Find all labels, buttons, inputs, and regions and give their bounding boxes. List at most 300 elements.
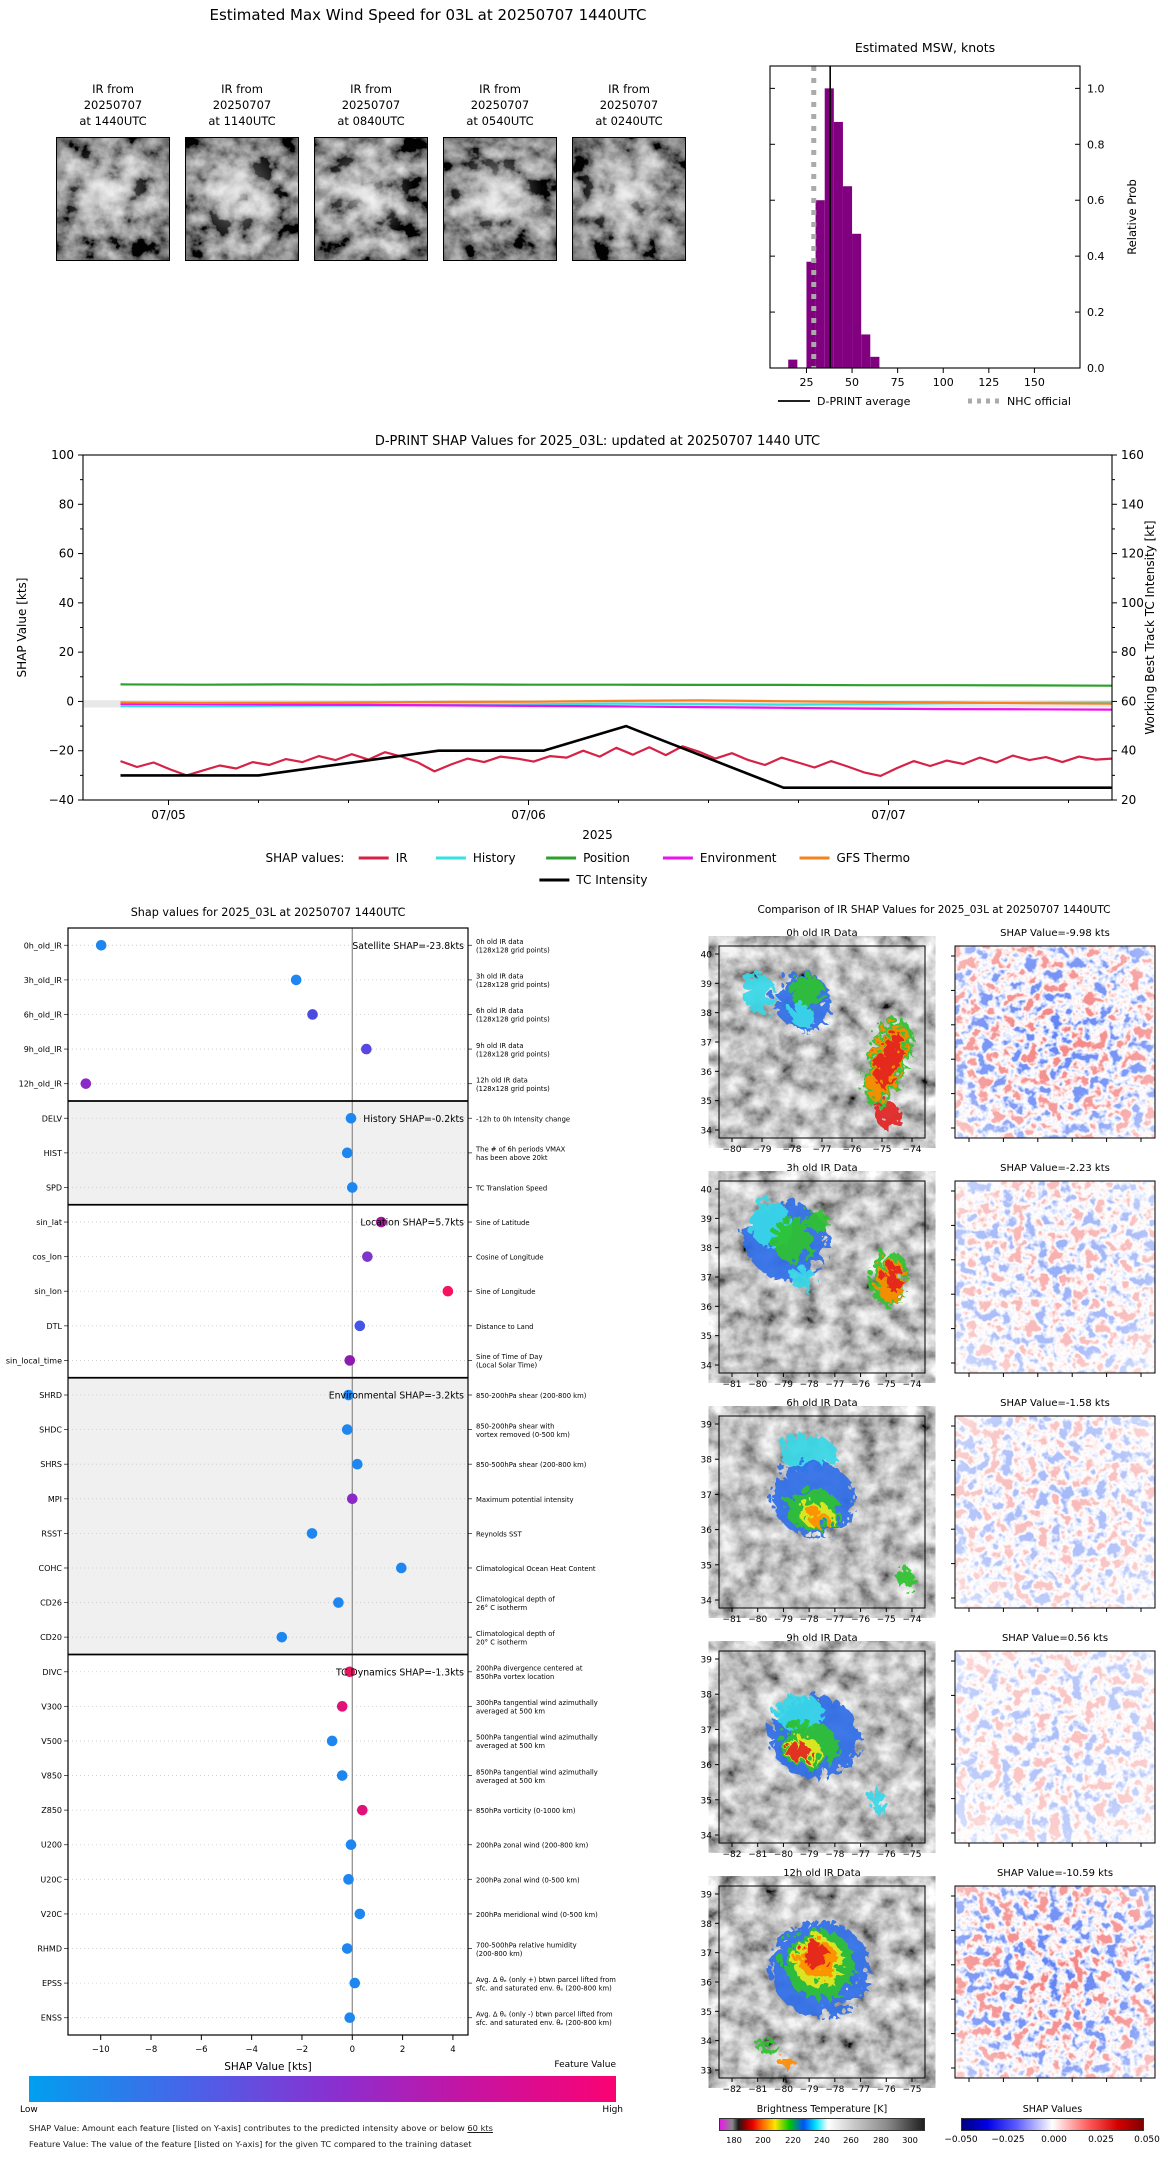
x-tick-label: 2 (399, 2045, 406, 2055)
ir-comparison-title: Comparison of IR SHAP Values for 2025_03L at 20250707 1440UTC (757, 904, 1111, 916)
ir-x-tick-label: −76 (876, 1850, 896, 1860)
x-tick-label: −8 (144, 2045, 158, 2055)
feature-desc-line: Sine of Latitude (476, 1219, 530, 1228)
shap-dot-V300 (337, 1701, 348, 1712)
shap-dot-V20C (355, 1909, 366, 1920)
msw-histogram-chart (718, 28, 1168, 428)
ir-comparison-panel (700, 898, 1168, 2158)
ir-y-tick-label: 33 (700, 2066, 712, 2077)
ir-x-tick-label: −74 (902, 1145, 922, 1155)
shap-dot-CD20 (277, 1632, 288, 1643)
feature-desc-line: averaged at 500 km (476, 1742, 545, 1751)
y-tick-label: 0.4 (1087, 250, 1105, 264)
x-tick-label: −6 (195, 2045, 208, 2055)
ir-x-tick-label: −77 (812, 1145, 832, 1155)
feature-desc-line: (Local Solar Time) (476, 1361, 538, 1370)
feature-desc-line: has been above 20kt (476, 1154, 548, 1163)
x-tick-label: 150 (1023, 376, 1045, 389)
feature-name-3h_old_IR: 3h_old_IR (23, 975, 62, 985)
x-tick-label: −2 (295, 2045, 309, 2055)
ir-x-tick-label: −80 (748, 1380, 768, 1390)
x-tick-label: 50 (845, 376, 860, 389)
x-tick-label: 07/05 (151, 808, 186, 822)
ir-y-tick-label: 36 (700, 1978, 712, 1989)
ir-y-tick-label: 37 (700, 1949, 712, 1960)
shap-dot-DTL (355, 1321, 366, 1332)
caption-line: at 0840UTC (337, 113, 405, 128)
ir-x-tick-label: −79 (773, 1380, 793, 1390)
dprint-average-legend-label: D-PRINT average (817, 395, 911, 408)
feature-desc-line: 850-200hPa shear with (476, 1422, 555, 1431)
caption-line: at 1140UTC (208, 113, 276, 128)
feature-desc-line: Avg. Δ θₑ (only +) btwn parcel lifted from (476, 1975, 616, 1984)
vignette (314, 137, 428, 261)
feature-desc-line: sfc. and saturated env. θₑ (200-800 km) (476, 2018, 612, 2027)
brightness-temp-colorbar (719, 2118, 925, 2131)
left-tick-label: 40 (58, 595, 74, 610)
right-tick-label: 160 (1121, 448, 1144, 462)
ir-x-tick-label: −76 (842, 1145, 862, 1155)
feature-name-EPSS: EPSS (41, 1979, 62, 1989)
shap-dot-COHC (396, 1563, 407, 1574)
ir-x-tick-label: −80 (773, 2085, 793, 2095)
brightness-temp-colorbar-label: Brightness Temperature [K] (756, 2104, 888, 2115)
x-tick-label: 100 (932, 376, 954, 389)
storm-blob (892, 1562, 908, 1585)
shap-dot-sin_lon (443, 1286, 454, 1297)
storm-blob (865, 1785, 881, 1808)
histogram-bar (852, 234, 861, 368)
shap-dot-sin_local_time (344, 1355, 355, 1366)
left-tick-label: 0 (66, 694, 74, 709)
ir-y-tick-label: 36 (700, 1526, 712, 1537)
footnote-text: SHAP Value: Amount each feature [listed on Y-axis] contributes to the predicted intensity above or below (29, 2123, 468, 2133)
ir-x-tick-label: −77 (825, 1615, 845, 1625)
feature-value-colorbar (29, 2076, 616, 2102)
group-shap-label: Environmental SHAP=-3.2kts (328, 1390, 464, 1402)
ir-satellite-image (56, 137, 170, 261)
storm-blob (773, 2051, 789, 2063)
ir-data-title: 9h old IR Data (786, 1633, 858, 1644)
ir-x-tick-label: −77 (851, 2085, 871, 2095)
plot-frame (83, 455, 1112, 800)
right-tick-label: 60 (1121, 694, 1137, 709)
group-shap-label: Satellite SHAP=-23.8kts (352, 940, 464, 952)
feature-desc-line: Climatological depth of (476, 1595, 555, 1604)
y-tick-label: 0.8 (1087, 138, 1105, 152)
y-tick-label: 0.0 (1087, 362, 1105, 375)
histogram-bar (843, 186, 852, 368)
ir-satellite-image (185, 137, 299, 261)
shap-value-title: SHAP Value=-10.59 kts (996, 1868, 1114, 1879)
comparison-row-4 (700, 1860, 1168, 2095)
ir-thumbnail-caption (185, 82, 299, 130)
ir-y-tick-label: 34 (700, 1596, 712, 1607)
shap-value-title: SHAP Value=0.56 kts (1001, 1633, 1109, 1644)
bt-colorbar-tick: 220 (785, 2135, 801, 2145)
vignette (443, 137, 557, 261)
vignette (56, 137, 170, 261)
shap-dot-MPI (347, 1493, 358, 1504)
histogram-bar (806, 262, 815, 368)
ir-thumbnail-1 (185, 82, 299, 265)
feature-value-low-label: Low (20, 2105, 38, 2115)
right-tick-label: 100 (1121, 595, 1144, 610)
timeseries-title: D-PRINT SHAP Values for 2025_03L: updated at 20250707 1440 UTC (374, 434, 821, 449)
x-tick-label: 07/06 (511, 808, 546, 822)
shap-dot-12h_old_IR (81, 1078, 92, 1089)
comparison-row-0 (700, 920, 1168, 1155)
feature-desc-line: (200-800 km) (476, 1949, 523, 1958)
feature-desc-line: Sine of Longitude (476, 1288, 536, 1297)
shap-edge-fade (955, 1651, 1155, 1843)
feature-name-ENSS: ENSS (40, 2013, 62, 2023)
shap-values-colorbar-ticks (944, 2135, 1160, 2147)
y-tick-label: 0.2 (1087, 306, 1105, 320)
feature-desc-line: 850hPa vortex location (476, 1673, 555, 1682)
ir-x-tick-label: −76 (876, 2085, 896, 2095)
dotplot-title: Shap values for 2025_03L at 20250707 1440UTC (130, 906, 406, 919)
ir-y-tick-label: 34 (700, 1831, 712, 1842)
group-shap-label: Location SHAP=5.7kts (360, 1217, 464, 1229)
ir-y-tick-label: 39 (700, 1214, 712, 1225)
ir-map (719, 1181, 925, 1373)
histogram-bar (834, 122, 843, 368)
ir-thumbnail-4 (572, 82, 686, 265)
ir-satellite-image (572, 137, 686, 261)
histogram-bar (816, 200, 825, 368)
bt-colorbar-tick: 300 (902, 2135, 918, 2145)
x-axis-label: 2025 (582, 828, 613, 842)
legend-label-environment: Environment (699, 851, 777, 865)
x-tick-label: 25 (799, 376, 814, 389)
feature-desc-line: 26° C isotherm (476, 1603, 528, 1612)
shap-dot-U20C (343, 1874, 354, 1885)
ir-thumbnail-2 (314, 82, 428, 265)
caption-line: 20250707 (212, 97, 272, 112)
footnote-60kts-link: 60 kts (467, 2123, 493, 2133)
vignette (185, 137, 299, 261)
ir-satellite-image (314, 137, 428, 261)
comparison-row-3 (700, 1625, 1168, 1860)
shap-map (955, 1416, 1155, 1608)
legend-label-ir: IR (395, 851, 408, 865)
ir-x-tick-label: −75 (902, 1850, 922, 1860)
shap-value-footnote (29, 2123, 493, 2133)
feature-name-V850: V850 (41, 1771, 62, 1781)
feature-name-V300: V300 (41, 1702, 62, 1712)
legend-title: SHAP values: (265, 851, 345, 865)
x-axis-label: SHAP Value [kts] (224, 2061, 312, 2073)
ir-thumbnail-caption (314, 82, 428, 130)
group-background (68, 1378, 468, 1655)
shap-edge-fade (955, 946, 1155, 1138)
ir-x-tick-label: −78 (782, 1145, 802, 1155)
ir-y-tick-label: 38 (700, 1455, 712, 1466)
legend-label-history: History (472, 851, 516, 865)
x-tick-label: 0 (349, 2045, 355, 2055)
ir-thumbnail-caption (443, 82, 557, 130)
feature-desc-line: 500hPa tangential wind azimuthally (476, 1733, 598, 1742)
feature-value-footnote: Feature Value: The value of the feature [listed on Y-axis] for the given TC compared to the training dataset (29, 2139, 472, 2149)
group-shap-label: TC Dynamics SHAP=-1.3kts (335, 1667, 464, 1679)
shap-colorbar-tick: 0.000 (1041, 2135, 1067, 2145)
ir-x-tick-label: −78 (799, 1615, 819, 1625)
shap-dot-SHRS (352, 1459, 363, 1470)
caption-line: 20250707 (341, 97, 401, 112)
y-tick-label: 0.6 (1087, 194, 1105, 208)
feature-desc-line: 200hPa meridional wind (0-500 km) (476, 1910, 598, 1919)
ir-x-tick-label: −82 (722, 1850, 742, 1860)
histogram-bar (870, 357, 879, 368)
vignette (572, 137, 686, 261)
series-line-position (121, 684, 1113, 685)
histogram-bar (788, 360, 797, 368)
comparison-row-1 (700, 1155, 1168, 1390)
ir-x-tick-label: −77 (851, 1850, 871, 1860)
ir-y-tick-label: 35 (700, 2007, 712, 2018)
ir-y-tick-label: 38 (700, 1009, 712, 1020)
feature-desc-line: -12h to 0h Intensity change (476, 1115, 571, 1124)
ir-x-tick-label: −75 (902, 2085, 922, 2095)
feature-desc-line: Distance to Land (476, 1322, 534, 1331)
shap-edge-fade (955, 1886, 1155, 2078)
ir-x-tick-label: −75 (876, 1380, 896, 1390)
feature-desc-line: 700-500hPa relative humidity (476, 1941, 577, 1950)
ir-x-tick-label: −80 (773, 1850, 793, 1860)
brightness-temp-colorbar-ticks (719, 2135, 925, 2147)
feature-desc-line: sfc. and saturated env. θₑ (200-800 km) (476, 1984, 612, 1993)
ir-x-tick-label: −80 (748, 1615, 768, 1625)
ir-y-tick-label: 39 (700, 1420, 712, 1431)
x-tick-label: −10 (91, 2045, 110, 2055)
feature-name-sin_lat: sin_lat (36, 1218, 62, 1228)
nhc-official-legend-label: NHC official (1007, 395, 1071, 408)
shap-dot-CD26 (333, 1597, 344, 1608)
group-shap-label: History SHAP=-0.2kts (363, 1113, 464, 1125)
bt-colorbar-tick: 240 (814, 2135, 830, 2145)
ir-y-tick-label: 39 (700, 1890, 712, 1901)
x-tick-label: 125 (978, 376, 1000, 389)
shap-dot-HIST (342, 1148, 353, 1159)
feature-desc-line: Maximum potential intensity (476, 1495, 574, 1504)
ir-x-tick-label: −79 (799, 2085, 819, 2095)
ir-thumbnail-3 (443, 82, 557, 265)
ir-y-tick-label: 34 (700, 1361, 712, 1372)
feature-desc-line: 850-500hPa shear (200-800 km) (476, 1461, 587, 1470)
shap-value-title: SHAP Value=-2.23 kts (1000, 1163, 1110, 1174)
feature-name-SPD: SPD (45, 1183, 62, 1193)
ir-x-tick-label: −81 (748, 1850, 768, 1860)
feature-name-0h_old_IR: 0h_old_IR (23, 941, 62, 951)
feature-desc-line: (128x128 grid points) (476, 1084, 550, 1093)
caption-line: at 0240UTC (595, 113, 663, 128)
feature-name-Z850: Z850 (41, 1806, 62, 1816)
feature-desc-line: (128x128 grid points) (476, 1050, 550, 1059)
ir-map (719, 946, 925, 1138)
ir-y-tick-label: 36 (700, 1302, 712, 1313)
caption-line: IR from (350, 82, 392, 96)
feature-name-DIVC: DIVC (42, 1667, 62, 1677)
bt-colorbar-tick: 180 (726, 2135, 742, 2145)
y-tick-label: 1.0 (1087, 82, 1105, 96)
left-tick-label: 20 (58, 645, 74, 660)
ir-y-tick-label: 35 (700, 1332, 712, 1343)
caption-line: IR from (608, 82, 650, 96)
ir-x-tick-label: −81 (722, 1615, 742, 1625)
shap-colorbar-tick: 0.050 (1134, 2135, 1160, 2145)
shap-dot-RHMD (342, 1943, 353, 1954)
ir-data-title: 0h old IR Data (786, 928, 858, 939)
ir-x-tick-label: −81 (748, 2085, 768, 2095)
shap-dot-EPSS (349, 1978, 360, 1989)
feature-name-sin_local_time: sin_local_time (5, 1356, 62, 1366)
ir-x-tick-label: −75 (872, 1145, 892, 1155)
shap-map (955, 1886, 1155, 2078)
shap-colorbar-tick: −0.025 (991, 2135, 1025, 2145)
ir-y-tick-label: 35 (700, 1097, 712, 1108)
ir-y-tick-label: 38 (700, 1919, 712, 1930)
ir-thumbnail-0 (56, 82, 170, 265)
wind-speed-title: Estimated Max Wind Speed for 03L at 20250707 1440UTC (209, 6, 647, 24)
shap-value-title: SHAP Value=-1.58 kts (1000, 1398, 1110, 1409)
feature-name-SHDC: SHDC (39, 1425, 62, 1435)
feature-desc-line: 20° C isotherm (476, 1638, 528, 1647)
ir-data-title: 6h old IR Data (786, 1398, 858, 1409)
bt-colorbar-tick: 260 (843, 2135, 859, 2145)
feature-desc-line: Avg. Δ θₑ (only -) btwn parcel lifted from (476, 2010, 613, 2019)
ir-x-tick-label: −79 (799, 1850, 819, 1860)
feature-desc-line: 12h old IR data (476, 1076, 528, 1085)
shap-dot-3h_old_IR (291, 975, 302, 986)
ir-thumbnail-caption (572, 82, 686, 130)
shap-dot-SPD (347, 1182, 358, 1193)
right-tick-label: 80 (1121, 645, 1137, 660)
feature-name-CD26: CD26 (40, 1598, 62, 1608)
shap-dot-Z850 (357, 1805, 368, 1816)
shap-edge-fade (955, 1416, 1155, 1608)
left-tick-label: −40 (48, 793, 74, 807)
shap-values-colorbar (961, 2118, 1144, 2131)
ir-x-tick-label: −77 (825, 1380, 845, 1390)
ir-y-tick-label: 35 (700, 1561, 712, 1572)
feature-name-RHMD: RHMD (37, 1944, 62, 1954)
feature-desc-line: Sine of Time of Day (476, 1353, 543, 1362)
ir-y-tick-label: 38 (700, 1244, 712, 1255)
ir-y-tick-label: 39 (700, 1655, 712, 1666)
feature-desc-line: 300hPa tangential wind azimuthally (476, 1699, 598, 1708)
x-tick-label: −4 (245, 2045, 258, 2055)
left-tick-label: −20 (48, 743, 74, 758)
feature-desc-line: (128x128 grid points) (476, 946, 550, 955)
storm-blob (797, 1936, 822, 1963)
shap-dot-DELV (346, 1113, 357, 1124)
shap-dot-6h_old_IR (307, 1009, 318, 1020)
ir-y-tick-label: 38 (700, 1690, 712, 1701)
feature-desc-line: Reynolds SST (476, 1530, 522, 1539)
feature-desc-line: (128x128 grid points) (476, 981, 550, 990)
caption-line: at 1440UTC (79, 113, 147, 128)
feature-desc-line: 0h old IR data (476, 938, 524, 947)
caption-line: IR from (92, 82, 134, 96)
feature-desc-line: Cosine of Longitude (476, 1253, 544, 1262)
x-tick-label: 4 (450, 2045, 456, 2055)
left-axis-label: SHAP Value [kts] (15, 577, 29, 678)
ir-x-tick-label: −80 (722, 1145, 742, 1155)
ir-y-tick-label: 37 (700, 1725, 712, 1736)
caption-line: IR from (221, 82, 263, 96)
bt-colorbar-tick: 280 (873, 2135, 889, 2145)
ir-data-title: 3h old IR Data (786, 1163, 858, 1174)
ir-x-tick-label: −79 (773, 1615, 793, 1625)
feature-name-V20C: V20C (40, 1909, 62, 1919)
right-tick-label: 40 (1121, 743, 1137, 758)
ir-data-title: 12h old IR Data (783, 1868, 861, 1879)
caption-line: IR from (479, 82, 521, 96)
ir-thumbnail-row (56, 82, 686, 265)
feature-desc-line: 850hPa tangential wind azimuthally (476, 1768, 598, 1777)
feature-name-9h_old_IR: 9h_old_IR (23, 1045, 62, 1055)
storm-blob (750, 2032, 771, 2047)
feature-desc-line: Climatological depth of (476, 1629, 555, 1638)
left-tick-label: 60 (58, 546, 74, 561)
y-axis-label: Relative Prob (1125, 179, 1139, 255)
shap-timeseries-chart (0, 425, 1168, 897)
feature-desc-line: averaged at 500 km (476, 1707, 545, 1716)
caption-line: 20250707 (599, 97, 659, 112)
histogram-bar (825, 88, 834, 368)
ir-y-tick-label: 37 (700, 1273, 712, 1284)
feature-name-U20C: U20C (40, 1875, 62, 1885)
ir-x-tick-label: −78 (825, 2085, 845, 2095)
feature-desc-line: 6h old IR data (476, 1007, 524, 1016)
storm-blob (797, 1202, 822, 1225)
ir-x-tick-label: −82 (722, 2085, 742, 2095)
feature-name-cos_lon: cos_lon (32, 1252, 62, 1262)
right-axis-label: Working Best Track TC Intensity [kt] (1143, 520, 1157, 735)
legend-label-tc-intensity: TC Intensity (576, 873, 648, 887)
shap-map (955, 946, 1155, 1138)
shap-dot-U200 (346, 1839, 357, 1850)
feature-desc-line: Climatological Ocean Heat Content (476, 1564, 596, 1573)
ir-y-tick-label: 37 (700, 1038, 712, 1049)
caption-line: 20250707 (83, 97, 143, 112)
shap-dot-cos_lon (362, 1251, 373, 1262)
storm-blob (785, 998, 806, 1021)
ir-y-tick-label: 35 (700, 1796, 712, 1807)
x-tick-label: 75 (890, 376, 905, 389)
shap-dot-SHDC (342, 1424, 353, 1435)
shap-dot-RSST (307, 1528, 318, 1539)
ir-map (719, 1651, 925, 1843)
storm-blob (804, 1506, 825, 1521)
comparison-row-2 (700, 1390, 1168, 1625)
feature-name-DTL: DTL (46, 1321, 62, 1331)
feature-desc-line: TC Translation Speed (476, 1184, 548, 1193)
shap-map (955, 1651, 1155, 1843)
feature-name-U200: U200 (40, 1840, 62, 1850)
ir-x-tick-label: −76 (851, 1380, 871, 1390)
caption-line: 20250707 (470, 97, 530, 112)
feature-desc-line: 200hPa zonal wind (0-500 km) (476, 1876, 580, 1885)
caption-line: at 0540UTC (466, 113, 534, 128)
shap-dot-V850 (337, 1770, 348, 1781)
feature-value-colorbar-label: Feature Value (554, 2060, 616, 2070)
feature-name-SHRS: SHRS (40, 1460, 62, 1470)
shap-dot-9h_old_IR (361, 1044, 372, 1055)
storm-blob (785, 969, 818, 1004)
shap-dotplot-chart (0, 898, 660, 2078)
